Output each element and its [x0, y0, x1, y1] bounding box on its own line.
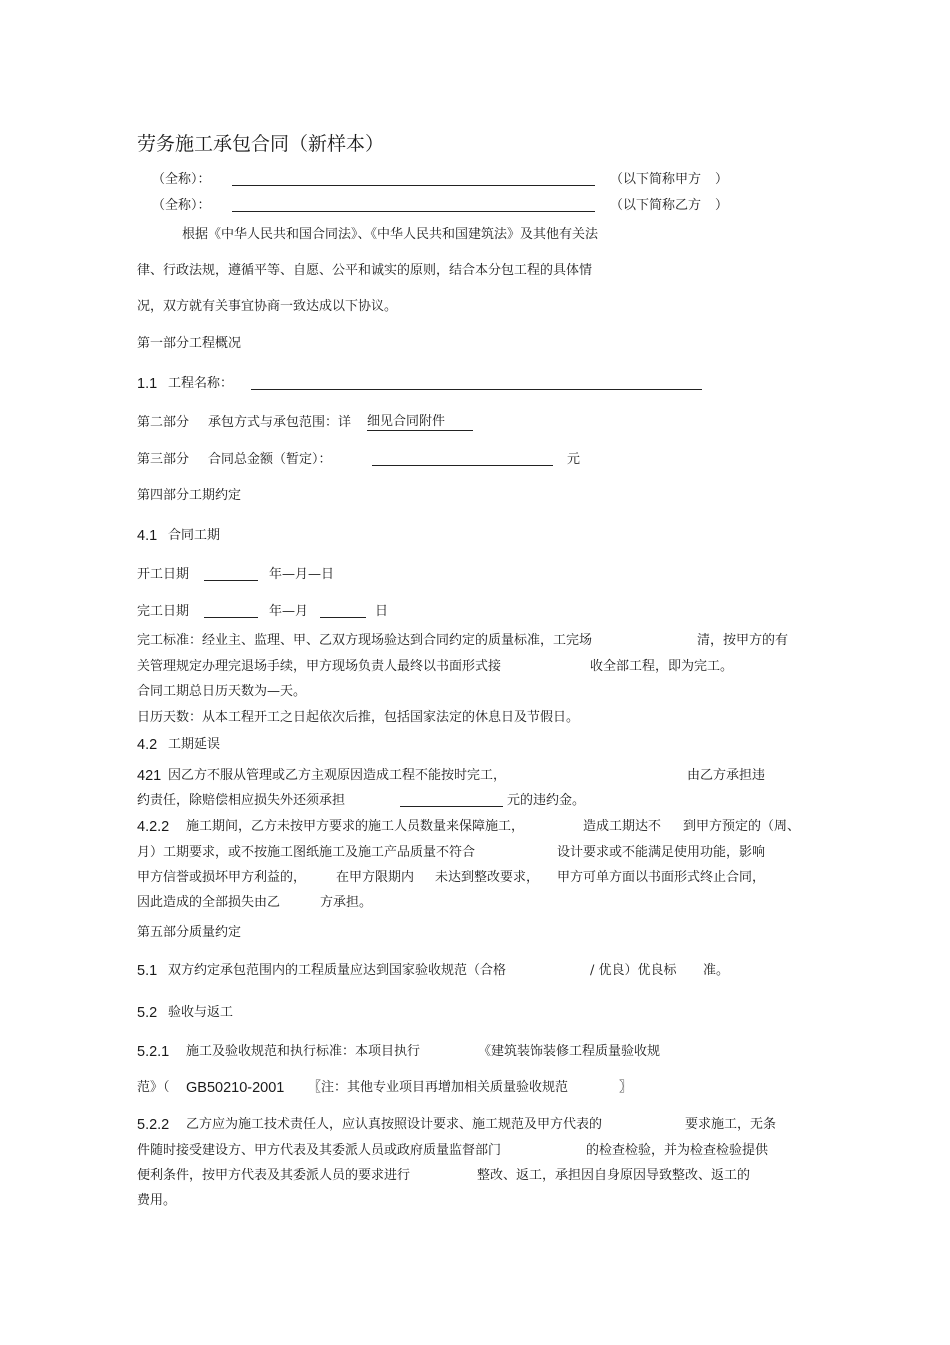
clause-521-line-1b: 《建筑装饰装修工程质量验收规	[478, 1044, 661, 1059]
clause-521-line-2a: 范》（	[137, 1080, 170, 1095]
preamble-line-3: 况，双方就有关事宜协商一致达成以下协议。	[137, 299, 398, 314]
party-a-close: ）	[715, 172, 729, 187]
currency-unit: 元	[567, 452, 581, 467]
section-4-1-number: 4.1	[137, 528, 158, 544]
calendar-days-line: 日历天数：从本工程开工之日起依次后推，包括国家法定的休息日及节假日。	[137, 710, 580, 725]
party-a-label: （全称）：	[152, 172, 211, 187]
clause-522-line-3b: 整改、返工，承担因自身原因导致整改、返工的	[477, 1168, 751, 1183]
start-date-label: 开工日期	[137, 567, 190, 582]
party-b-label: （全称）：	[152, 198, 211, 213]
section-5-2-number: 5.2	[137, 1005, 158, 1021]
section-5-1-line-a: 双方约定承包范围内的工程质量应达到国家验收规范（合格	[168, 963, 507, 978]
finish-year-blank[interactable]	[204, 617, 258, 618]
clause-421-line-1b: 由乙方承担违	[687, 768, 766, 783]
section-5-1-line-b: / 优良）优良标	[590, 963, 677, 978]
clause-521-line-2c: 〖注：其他专业项目再增加相关质量验收规范	[308, 1080, 569, 1095]
finish-day-blank[interactable]	[320, 617, 366, 618]
preamble-line-1: 根据《中华人民共和国合同法》、《中华人民共和国建筑法》及其他有关法	[182, 227, 599, 242]
clause-521-line-2d: 〗	[619, 1080, 633, 1095]
clause-422-line-2b: 设计要求或不能满足使用功能，影响	[557, 845, 766, 860]
finish-date-day: 日	[375, 604, 389, 619]
clause-422-line-1c: 到甲方预定的（周、	[683, 819, 801, 834]
project-name-blank[interactable]	[251, 389, 702, 390]
section-4-1-title: 合同工期	[168, 528, 221, 543]
standard-code: GB50210-2001	[186, 1080, 285, 1096]
finish-date-month: 年—月	[269, 604, 309, 619]
clause-522-line-4: 费用。	[137, 1193, 177, 1208]
clause-422-line-1a: 施工期间，乙方未按甲方要求的施工人员数量来保障施工，	[186, 819, 525, 834]
completion-standard-line-1a: 完工标准：经业主、监理、甲、乙双方现场验达到合同约定的质量标准，工完场	[137, 633, 593, 648]
party-a-suffix: （以下简称甲方	[610, 172, 702, 187]
part-3-heading: 第三部分	[137, 452, 190, 467]
party-b-close: ）	[715, 198, 729, 213]
clause-422-line-1b: 造成工期达不	[583, 819, 662, 834]
clause-422-line-2a: 月）工期要求，或不按施工图纸施工及施工产品质量不符合	[137, 845, 476, 860]
part-2-heading: 第二部分	[137, 415, 190, 430]
clause-422-line-4a: 因此造成的全部损失由乙	[137, 895, 281, 910]
clause-522-line-2b: 的检查检验，并为检查检验提供	[586, 1143, 769, 1158]
completion-standard-line-2a: 关管理规定办理完退场手续，甲方现场负责人最终以书面形式接	[137, 659, 502, 674]
clause-522-line-1a: 乙方应为施工技术责任人，应认真按照设计要求、施工规范及甲方代表的	[186, 1117, 603, 1132]
clause-422-line-3b: 在甲方限期内	[336, 870, 415, 885]
clause-422-line-3c: 未达到整改要求，	[435, 870, 540, 885]
part-4-heading: 第四部分工期约定	[137, 488, 242, 503]
clause-521-number: 5.2.1	[137, 1044, 170, 1060]
party-a-blank[interactable]	[232, 185, 595, 186]
completion-standard-line-2b: 收全部工程，即为完工。	[590, 659, 734, 674]
start-date-rest: 年—月—日	[269, 567, 335, 582]
clause-521-line-1a: 施工及验收规范和执行标准：本项目执行	[186, 1044, 421, 1059]
completion-standard-line-1b: 清，按甲方的有	[697, 633, 789, 648]
clause-422-line-4b: 方承担。	[320, 895, 373, 910]
section-5-1-line-c: 准。	[703, 963, 730, 978]
penalty-amount-blank[interactable]	[400, 806, 503, 807]
part-2-attachment: 细见合同附件	[367, 414, 473, 431]
start-year-blank[interactable]	[204, 580, 258, 581]
clause-522-line-3a: 便利条件，按甲方代表及其委派人员的要求进行	[137, 1168, 411, 1183]
page-title: 劳务施工承包合同（新样本）	[137, 133, 385, 155]
clause-522-line-2a: 件随时接受建设方、甲方代表及其委派人员或政府质量监督部门	[137, 1143, 502, 1158]
clause-422-line-3a: 甲方信誉或损坏甲方利益的，	[137, 870, 307, 885]
clause-422-number: 4.2.2	[137, 819, 170, 835]
section-4-2-number: 4.2	[137, 737, 158, 753]
finish-date-label: 完工日期	[137, 604, 190, 619]
total-days-line: 合同工期总日历天数为—天。	[137, 684, 307, 699]
section-4-2-title: 工期延误	[168, 737, 221, 752]
party-b-blank[interactable]	[232, 211, 595, 212]
party-b-suffix: （以下简称乙方	[610, 198, 702, 213]
clause-421-line-1a: 因乙方不服从管理或乙方主观原因造成工程不能按时完工，	[168, 768, 507, 783]
section-1-1-number: 1.1	[137, 376, 158, 392]
part-1-heading: 第一部分工程概况	[137, 336, 242, 351]
part-2-text: 承包方式与承包范围：详	[208, 415, 352, 430]
clause-422-line-3d: 甲方可单方面以书面形式终止合同，	[557, 870, 766, 885]
section-5-1-number: 5.1	[137, 963, 158, 979]
clause-421-number: 421	[137, 768, 162, 784]
part-3-text: 合同总金额（暂定）：	[208, 452, 332, 467]
section-5-2-title: 验收与返工	[168, 1005, 234, 1020]
clause-522-number: 5.2.2	[137, 1117, 170, 1133]
part-5-heading: 第五部分质量约定	[137, 925, 242, 940]
clause-522-line-1b: 要求施工，无条	[685, 1117, 777, 1132]
clause-421-line-2a: 约责任，除赔偿相应损失外还须承担	[137, 793, 346, 808]
project-name-label: 工程名称：	[168, 376, 234, 391]
clause-421-line-2b: 元的违约金。	[507, 793, 586, 808]
contract-amount-blank[interactable]	[372, 465, 553, 466]
preamble-line-2: 律、行政法规，遵循平等、自愿、公平和诚实的原则，结合本分包工程的具体情	[137, 263, 593, 278]
